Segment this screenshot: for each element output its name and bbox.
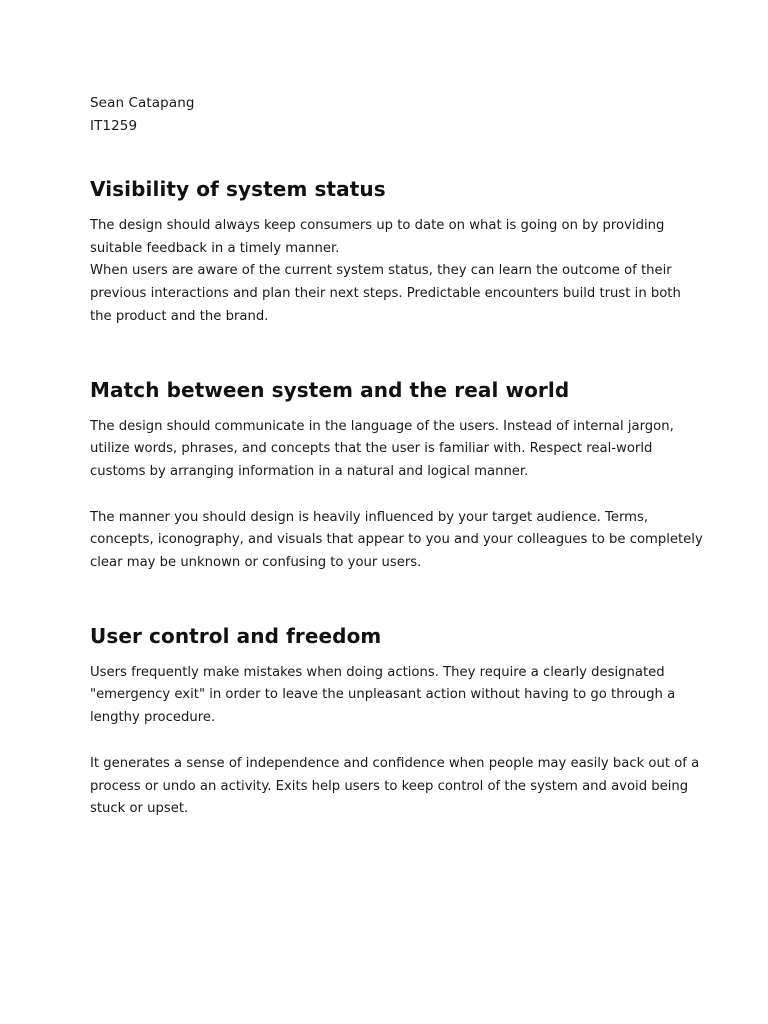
paragraph [90, 260, 690, 328]
author-name: Sean Catapang [90, 95, 195, 111]
paragraph-line: concepts, iconography, and visuals that appear to you and your colleagues to be completely [90, 532, 703, 548]
section-visibility-of-system-status [90, 176, 690, 329]
paragraph-line: The manner you should design is heavily influenced by your target audience. Terms, [90, 509, 649, 525]
paragraph-line: The design should communicate in the language of the users. Instead of internal jargon, [90, 418, 674, 434]
paragraph [90, 753, 700, 821]
paragraph-line: stuck or upset. [90, 801, 189, 817]
document-page [90, 92, 703, 821]
paragraph-line: Users frequently make mistakes when doing actions. They require a clearly designated [90, 664, 665, 680]
paragraph [90, 662, 690, 730]
section-user-control-and-freedom [90, 623, 700, 821]
section-match-between-system-and-real-world [90, 377, 703, 575]
section-title: Match between system and the real world [90, 377, 570, 402]
course-code: IT1259 [90, 118, 138, 134]
paragraph-line: previous interactions and plan their next steps. Predictable encounters build trust in both [90, 286, 681, 302]
paragraph-line: clear may be unknown or confusing to your users. [90, 555, 422, 571]
paragraph-line: customs by arranging information in a natural and logical manner. [90, 463, 529, 479]
paragraph [90, 215, 690, 260]
paragraph-line: When users are aware of the current system status, they can learn the outcome of their [90, 263, 672, 279]
paragraph [90, 416, 690, 484]
section-title: User control and freedom [90, 623, 382, 648]
paragraph-line: "emergency exit" in order to leave the unpleasant action without having to go through a [90, 687, 676, 703]
section-title: Visibility of system status [90, 177, 386, 201]
paragraph-line: utilize words, phrases, and concepts that the user is familiar with. Respect real-world [90, 441, 653, 457]
paragraph [90, 507, 703, 575]
paragraph-line: the product and the brand. [90, 308, 269, 324]
author-block [90, 92, 690, 138]
paragraph-line: The design should always keep consumers up to date on what is going on by providing [90, 218, 665, 233]
paragraph-line: process or undo an activity. Exits help users to keep control of the system and avoid being [90, 778, 689, 794]
paragraph-line: It generates a sense of independence and confidence when people may easily back out of a [90, 755, 700, 771]
paragraph-line: suitable feedback in a timely manner. [90, 240, 340, 256]
paragraph-line: lengthy procedure. [90, 710, 216, 726]
